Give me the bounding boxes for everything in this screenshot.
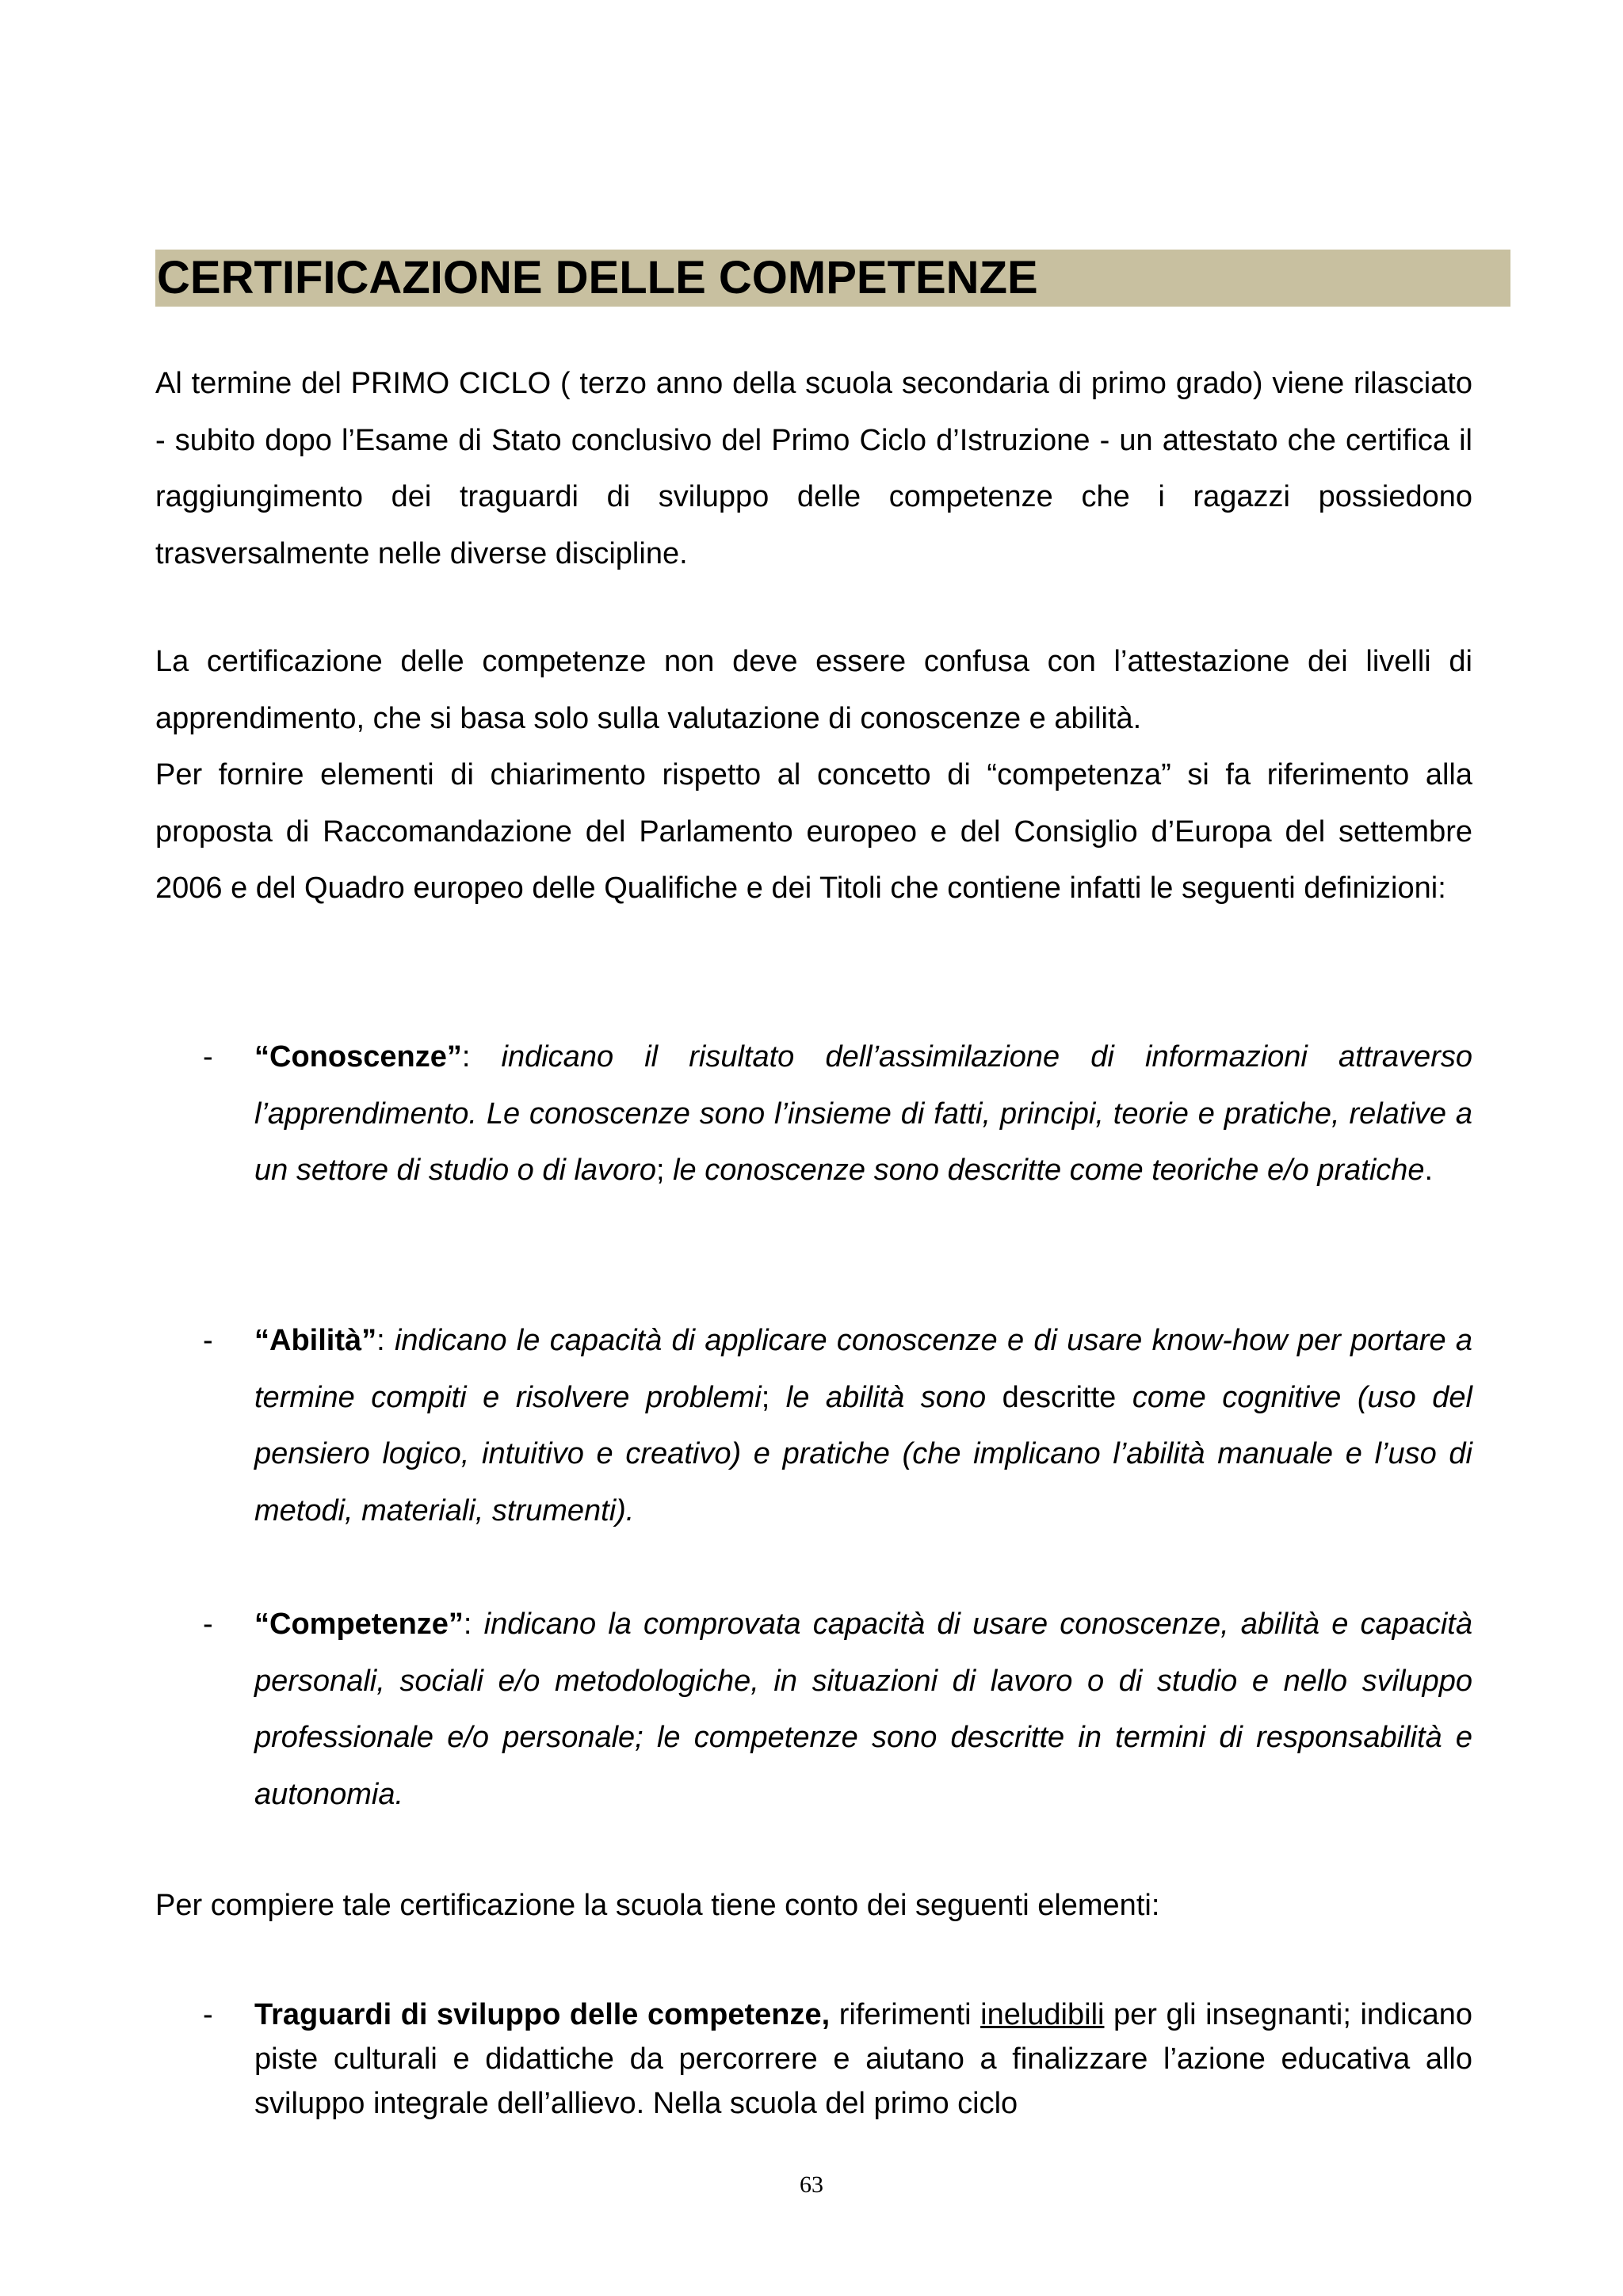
bullet-dash: - — [203, 1324, 213, 1357]
bullet-dash: - — [203, 1608, 213, 1641]
definition-description: come cognitive (uso del pensiero logico, intuitivo e creativo) e pratiche (che implicano l’abilità manuale e l’uso di metodi, materiali, strumenti). — [254, 1380, 1472, 1527]
element-underlined: ineludibili — [980, 1998, 1105, 2031]
definition-text — [254, 1596, 1472, 1823]
definition-description: indicano le capacità di applicare conoscenze e di usare know-how per portare a termine compiti e risolvere problemi — [254, 1324, 1472, 1414]
definition-plain: . — [1424, 1154, 1434, 1187]
definition-separator: : — [376, 1324, 395, 1357]
distinction-paragraph — [155, 634, 1472, 917]
definition-description: le abilità sono — [785, 1380, 987, 1414]
bullet-dash: - — [203, 1998, 213, 2031]
element-text — [254, 1993, 1472, 2126]
definition-text — [254, 1029, 1472, 1199]
definition-term: “Abilità” — [254, 1324, 377, 1357]
bullet-dash: - — [203, 1040, 213, 1074]
elements-intro-paragraph: Per compiere tale certificazione la scuola tiene conto dei seguenti elementi: — [155, 1889, 1160, 1922]
distinction-text: La certificazione delle competenze non deve essere confusa con l’attestazione dei livelli di apprendimento, che si basa solo sulla valutazione di conoscenze e abilità. — [155, 645, 1472, 735]
element-term: Traguardi di sviluppo delle competenze, — [254, 1998, 831, 2031]
page-number: 63 — [800, 2172, 823, 2198]
definition-description: indicano il risultato dell’assimilazione di informazioni attraverso l’apprendimento. Le conoscenze sono l’insieme di fatti, principi, teorie e pratiche, relative a un settore di studio o di lavoro — [254, 1040, 1472, 1187]
intro-paragraph: Al termine del PRIMO CICLO ( terzo anno della scuola secondaria di primo grado) viene rilasciato - subito dopo l’Esame di Stato conclusivo del Primo Ciclo d’Istruzione - un attestato che certifica il raggiungimento dei traguardi di sviluppo delle competenze che i ragazzi possiedono trasversalmente nelle diverse discipline. — [155, 367, 1472, 570]
definition-separator: : — [463, 1608, 484, 1641]
definition-plain: ; — [761, 1380, 786, 1414]
definition-plain: ; — [655, 1154, 674, 1187]
definition-term: “Conoscenze” — [254, 1040, 462, 1074]
reference-text: Per fornire elementi di chiarimento rispetto al concetto di “competenza” si fa riferimento alla proposta di Raccomandazione del Parlamento europeo e del Consiglio d’Europa del settembre 2006 e del Quadro europeo delle Qualifiche e dei Titoli che contiene infatti le seguenti definizioni: — [155, 758, 1472, 905]
definition-text — [254, 1313, 1472, 1539]
element-plain: per gli insegnanti; indicano piste culturali e didattiche da percorrere e aiutano a finalizzare l’azione educativa allo sviluppo integrale dell’allievo. Nella scuola del primo ciclo — [254, 1998, 1473, 2120]
definition-term: “Competenze” — [254, 1608, 464, 1641]
definition-separator: : — [461, 1040, 502, 1074]
element-plain: riferimenti — [830, 1998, 981, 2031]
definition-description: indicano la comprovata capacità di usare conoscenze, abilità e capacità personali, sociali e/o metodologiche, in situazioni di lavoro o di studio e nello sviluppo professionale e/o personale; le competenze sono descritte in termini di responsabilità e autonomia. — [254, 1608, 1472, 1811]
definition-description: le conoscenze sono descritte come teoriche e/o pratiche — [673, 1154, 1425, 1187]
page-title: CERTIFICAZIONE DELLE COMPETENZE — [155, 250, 1510, 307]
definition-plain: descritte — [986, 1380, 1132, 1414]
